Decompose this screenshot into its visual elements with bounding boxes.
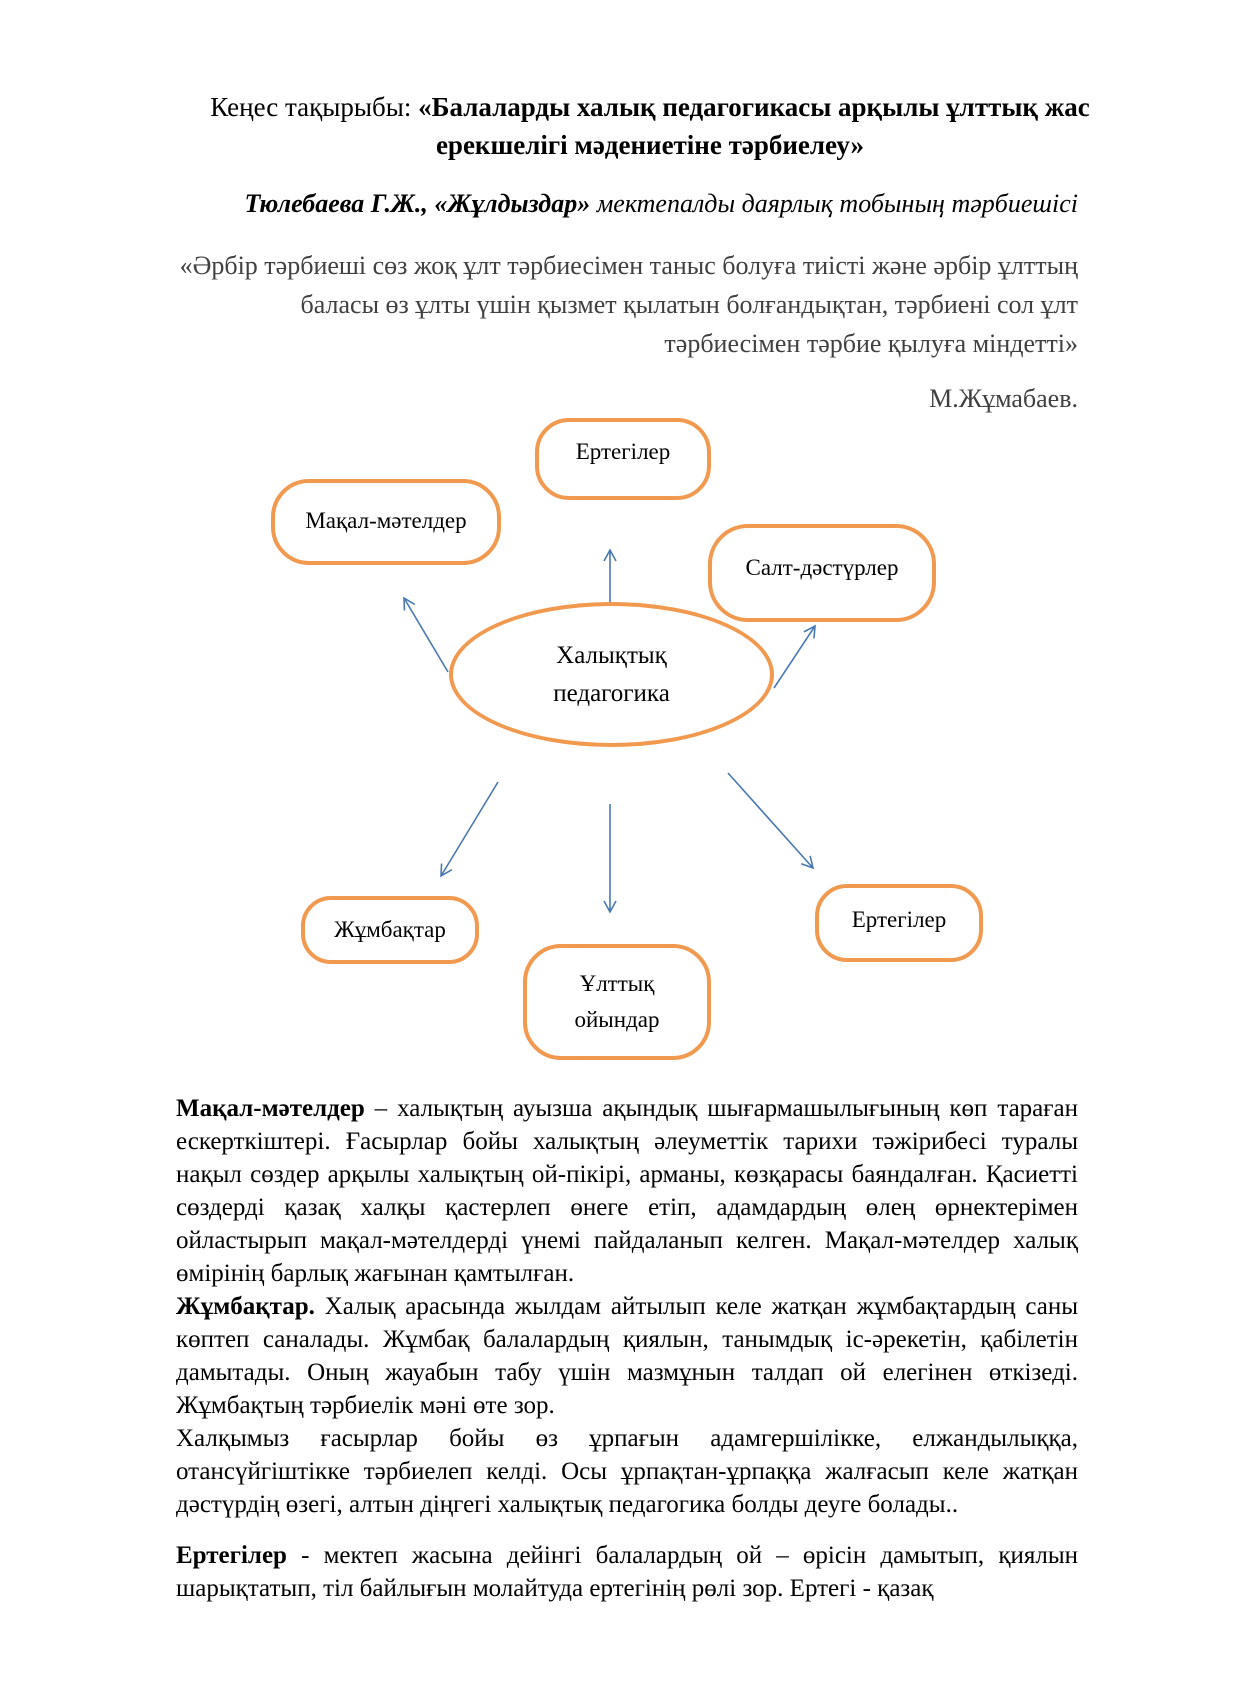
body-text xyxy=(176,1092,1078,1605)
arrow-to-bottom-left xyxy=(441,782,498,876)
node-fairy-tales-bottom xyxy=(815,884,983,962)
node-label: Мақал-мәтелдер xyxy=(305,508,467,533)
node-label-line1: Ұлттық xyxy=(579,971,655,996)
consultation-title xyxy=(170,88,1130,164)
node-label-line2: ойындар xyxy=(574,1007,660,1032)
term-proverbs: Мақал-мәтелдер xyxy=(176,1095,365,1122)
author-line xyxy=(170,186,1078,222)
term-fairy-tales: Ертегілер xyxy=(176,1542,287,1569)
author-name: Тюлебаева Г.Ж., «Жұлдыздар» xyxy=(244,189,591,218)
arrow-to-top-right xyxy=(774,626,815,688)
node-proverbs xyxy=(271,479,501,565)
paragraph-text: Халқымыз ғасырлар бойы өз ұрпағын адамгершілікке, елжандылыққа, отансүйгіштікке тәрбиелеп келді. Осы ұрпақтан-ұрпаққа жалғасып келе жатқан дәстүрдің өзегі, алтын діңгегі халықтық педагогика болды деуге болады.. xyxy=(176,1425,1078,1518)
node-label: Жұмбақтар xyxy=(334,917,446,942)
center-label-line1: Халықтық xyxy=(556,641,667,669)
node-riddles xyxy=(301,896,479,964)
node-traditions xyxy=(708,524,936,622)
node-label: Ертегілер xyxy=(575,439,671,464)
paragraph-text: Халық арасында жылдам айтылып келе жатқан жұмбақтардың саны көптеп саналады. Жұмбақ балалардың қиялын, танымдық іс-әрекетін, қабілетін дамытады. Оның жауабын табу үшін мазмұнын талдап ой елегінен өткізеді. Жұмбақтың тәрбиелік мәні өте зор. xyxy=(176,1293,1078,1419)
paragraph-riddles xyxy=(176,1290,1078,1422)
paragraph-proverbs xyxy=(176,1092,1078,1290)
node-national-games xyxy=(523,944,711,1060)
arrow-to-bottom-right xyxy=(728,773,813,868)
center-node xyxy=(449,602,774,747)
arrow-to-top-left xyxy=(404,598,448,672)
center-label-line2: педагогика xyxy=(553,679,670,707)
node-fairy-tales-top xyxy=(535,418,711,500)
pedagogy-diagram xyxy=(0,430,1240,1070)
epigraph-author: М.Жұмабаев. xyxy=(929,384,1078,413)
term-riddles: Жұмбақтар. xyxy=(176,1293,315,1320)
title-topic: «Балаларды халық педагогикасы арқылы ұлттық жас ерекшелігі мәдениетіне тәрбиелеу» xyxy=(418,92,1090,160)
paragraph-folk-pedagogy xyxy=(176,1422,1078,1521)
paragraph-text: - мектеп жасына дейінгі балалардың ой – өрісін дамытып, қиялын шарықтатып, тіл байлығын молайтуда ертегінің рөлі зор. Ертегі - қазақ xyxy=(176,1542,1078,1602)
title-prefix: Кеңес тақырыбы: xyxy=(210,92,419,122)
node-label: Салт-дәстүрлер xyxy=(745,555,899,580)
epigraph-quote: «Әрбір тәрбиеші сөз жоқ ұлт тәрбиесімен таныс болуға тиісті және әрбір ұлттың баласы өз ұлты үшін қызмет қылатын болғандықтан, тәрбиені сол ұлт тәрбиесімен тәрбие қылуға міндетті» xyxy=(179,251,1078,358)
paragraph-text: – халықтың ауызша ақындық шығармашылығының көп тараған ескерткіштері. Ғасырлар бойы халықтың әлеуметтік тарихи тәжірибесі туралы нақыл сөздер арқылы халықтың ой-пікірі, арманы, көзқарасы баяндалған. Қасиетті сөздерді қазақ халқы қастерлеп өнеге етіп, адамдардың өлең өрнектерімен ойластырып мақал-мәтелдерді үнемі пайдаланып келген. Мақал-мәтелдер халық өмірінің барлық жағынан қамтылған. xyxy=(176,1095,1078,1287)
paragraph-fairy-tales xyxy=(176,1539,1078,1605)
author-position: мектепалды даярлық тобының тәрбиешісі xyxy=(590,189,1078,218)
node-label: Ертегілер xyxy=(851,907,947,932)
